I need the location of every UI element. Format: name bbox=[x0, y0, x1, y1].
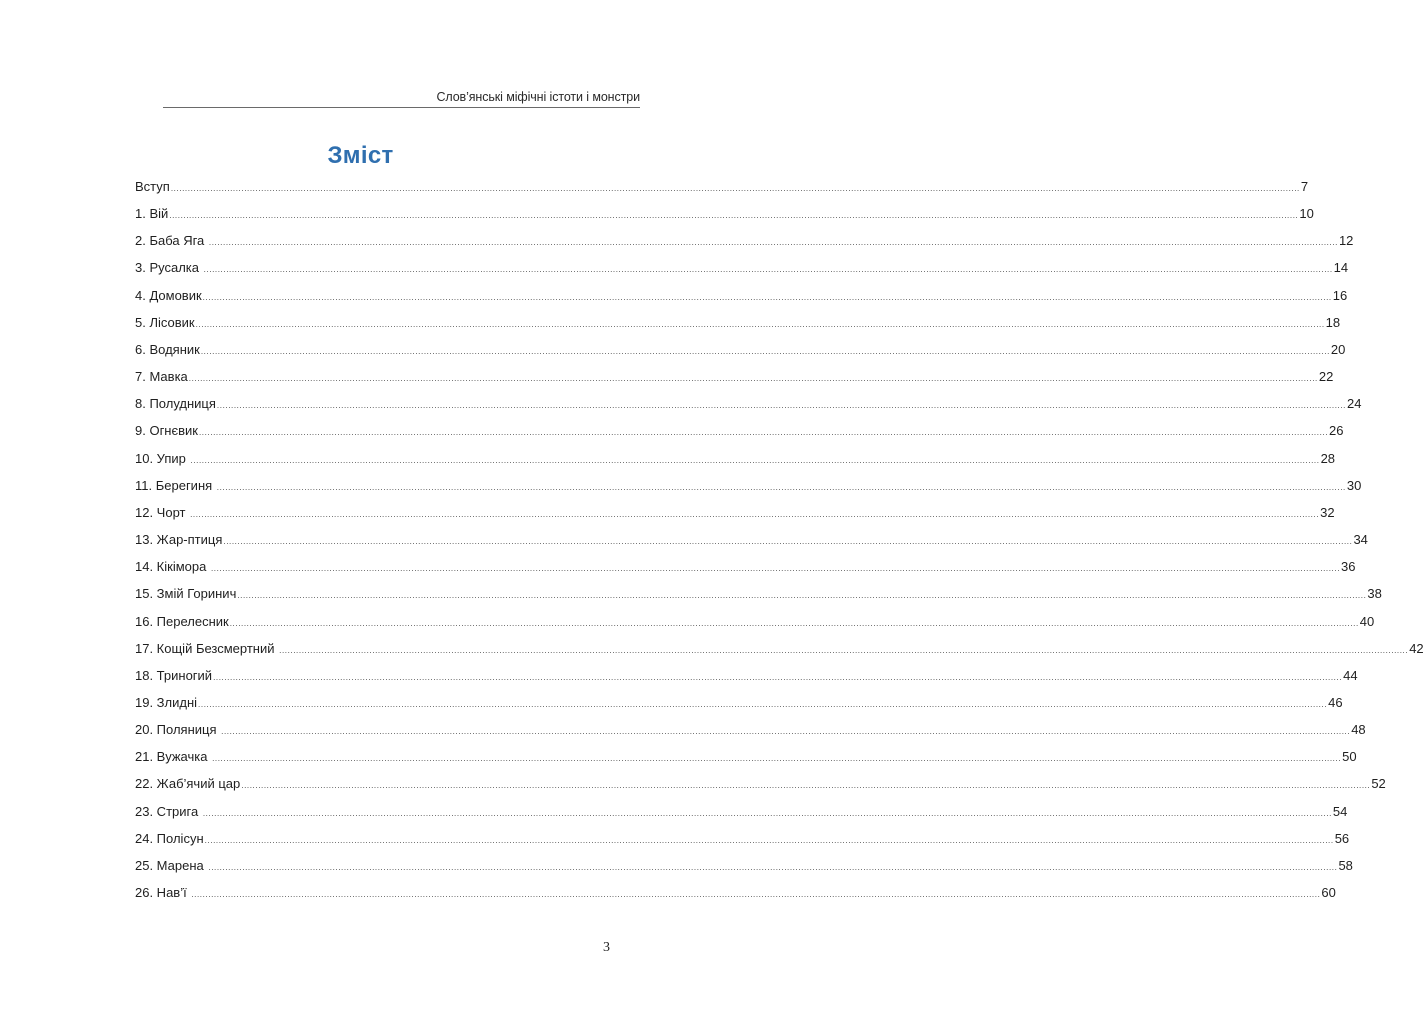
dot-leader: ................................................................................................................................................................................................................................................................................................................................................................................................................ bbox=[279, 645, 1409, 655]
toc-entry-label: 23. Стрига bbox=[135, 803, 202, 819]
toc-entry[interactable] bbox=[135, 585, 1382, 612]
dot-leader: ................................................................................................................................................................................................................................................................................................................................................................................................................ bbox=[223, 537, 1353, 547]
toc-entry[interactable] bbox=[135, 803, 1348, 830]
toc-entry[interactable] bbox=[135, 395, 1362, 422]
toc-entry-page: 44 bbox=[1343, 667, 1358, 683]
toc-entry[interactable] bbox=[135, 694, 1343, 721]
dot-leader: ................................................................................................................................................................................................................................................................................................................................................................................................................ bbox=[210, 564, 1341, 574]
page-number: 3 bbox=[603, 940, 610, 955]
dot-leader: ................................................................................................................................................................................................................................................................................................................................................................................................................ bbox=[202, 292, 1332, 302]
dot-leader: ................................................................................................................................................................................................................................................................................................................................................................................................................ bbox=[198, 428, 1329, 438]
dot-leader: ................................................................................................................................................................................................................................................................................................................................................................................................................ bbox=[204, 835, 1334, 845]
toc-entry[interactable] bbox=[135, 205, 1314, 232]
toc-entry-page: 14 bbox=[1333, 260, 1349, 276]
toc-entry-page: 28 bbox=[1320, 450, 1336, 466]
dot-leader: ................................................................................................................................................................................................................................................................................................................................................................................................................ bbox=[203, 265, 1333, 275]
toc-entry-page: 52 bbox=[1371, 776, 1386, 792]
toc-entry-label: 3. Русалка bbox=[135, 260, 203, 276]
dot-leader: ................................................................................................................................................................................................................................................................................................................................................................................................................ bbox=[195, 319, 1325, 329]
toc-entry-page: 30 bbox=[1346, 477, 1362, 493]
toc-entry[interactable] bbox=[135, 422, 1344, 449]
toc-entry-label: 4. Домовик bbox=[135, 287, 202, 303]
dot-leader: ................................................................................................................................................................................................................................................................................................................................................................................................................ bbox=[190, 455, 1320, 465]
table-of-contents bbox=[135, 178, 1424, 911]
header-divider bbox=[163, 107, 640, 108]
toc-entry-label: 19. Злидні bbox=[135, 694, 198, 710]
toc-entry[interactable] bbox=[135, 341, 1346, 368]
toc-entry-page: 58 bbox=[1338, 857, 1353, 873]
toc-entry-page: 34 bbox=[1353, 532, 1368, 548]
dot-leader: ................................................................................................................................................................................................................................................................................................................................................................................................................ bbox=[216, 401, 1346, 411]
toc-entry-page: 40 bbox=[1359, 613, 1375, 629]
toc-entry[interactable] bbox=[135, 748, 1357, 775]
running-header: Слов’янські міфічні істоти і монстри bbox=[436, 90, 640, 104]
dot-leader: ................................................................................................................................................................................................................................................................................................................................................................................................................ bbox=[213, 672, 1343, 682]
toc-entry[interactable] bbox=[135, 531, 1368, 558]
toc-entry[interactable] bbox=[135, 287, 1348, 314]
dot-leader: ................................................................................................................................................................................................................................................................................................................................................................................................................ bbox=[190, 509, 1320, 519]
toc-entry-label: 11. Берегиня bbox=[135, 477, 216, 493]
toc-entry-label: 22. Жаб’ячий цар bbox=[135, 776, 241, 792]
toc-entry-label: 17. Кощій Безсмертний bbox=[135, 640, 279, 656]
dot-leader: ................................................................................................................................................................................................................................................................................................................................................................................................................ bbox=[202, 808, 1332, 818]
toc-entry-page: 50 bbox=[1342, 749, 1357, 765]
toc-entry-page: 16 bbox=[1332, 287, 1348, 303]
toc-entry-label: 24. Полісун bbox=[135, 830, 204, 846]
toc-entry-label: 6. Водяник bbox=[135, 341, 200, 357]
toc-entry-label: 15. Змій Горинич bbox=[135, 586, 237, 602]
toc-entry[interactable] bbox=[135, 504, 1335, 531]
toc-entry-label: 1. Вій bbox=[135, 206, 169, 222]
toc-entry-page: 42 bbox=[1409, 640, 1424, 656]
toc-entry-page: 48 bbox=[1351, 722, 1366, 738]
toc-entry[interactable] bbox=[135, 368, 1334, 395]
dot-leader: ................................................................................................................................................................................................................................................................................................................................................................................................................ bbox=[188, 374, 1318, 384]
toc-entry-label: 13. Жар-птиця bbox=[135, 532, 223, 548]
toc-entry-label: 25. Марена bbox=[135, 857, 208, 873]
toc-entry-page: 54 bbox=[1332, 803, 1348, 819]
toc-entry-label: 21. Вужачка bbox=[135, 749, 212, 765]
dot-leader: ................................................................................................................................................................................................................................................................................................................................................................................................................ bbox=[229, 618, 1359, 628]
toc-entry[interactable] bbox=[135, 667, 1358, 694]
toc-entry[interactable] bbox=[135, 775, 1386, 802]
toc-entry-label: 5. Лісовик bbox=[135, 314, 195, 330]
toc-entry[interactable] bbox=[135, 314, 1341, 341]
toc-entry[interactable] bbox=[135, 613, 1375, 640]
toc-entry[interactable] bbox=[135, 477, 1362, 504]
toc-entry-label: 26. Нав’ї bbox=[135, 885, 191, 901]
dot-leader: ................................................................................................................................................................................................................................................................................................................................................................................................................ bbox=[198, 699, 1328, 709]
toc-entry-label: 16. Перелесник bbox=[135, 613, 229, 629]
toc-entry-label: 14. Кікімора bbox=[135, 559, 210, 575]
toc-entry[interactable] bbox=[135, 232, 1354, 259]
toc-entry-label: 7. Мавка bbox=[135, 369, 188, 385]
toc-entry[interactable] bbox=[135, 178, 1309, 205]
dot-leader: ................................................................................................................................................................................................................................................................................................................................................................................................................ bbox=[237, 591, 1367, 601]
toc-entry-page: 22 bbox=[1318, 369, 1334, 385]
toc-entry-page: 7 bbox=[1300, 179, 1309, 194]
toc-entry[interactable] bbox=[135, 884, 1336, 911]
page-title: Зміст bbox=[327, 142, 394, 169]
dot-leader: ................................................................................................................................................................................................................................................................................................................................................................................................................ bbox=[169, 211, 1299, 221]
toc-entry-label: Вступ bbox=[135, 179, 170, 194]
toc-entry[interactable] bbox=[135, 830, 1350, 857]
toc-entry-page: 10 bbox=[1299, 206, 1314, 222]
dot-leader: ................................................................................................................................................................................................................................................................................................................................................................................................................ bbox=[212, 754, 1342, 764]
toc-entry[interactable] bbox=[135, 259, 1349, 286]
toc-entry-label: 20. Поляниця bbox=[135, 722, 221, 738]
dot-leader: ................................................................................................................................................................................................................................................................................................................................................................................................................ bbox=[191, 890, 1321, 900]
toc-entry-page: 46 bbox=[1328, 694, 1343, 710]
toc-entry-page: 36 bbox=[1341, 559, 1356, 575]
dot-leader: ................................................................................................................................................................................................................................................................................................................................................................................................................ bbox=[200, 346, 1330, 356]
dot-leader: ................................................................................................................................................................................................................................................................................................................................................................................................................ bbox=[208, 862, 1338, 872]
toc-entry-label: 18. Триногий bbox=[135, 667, 213, 683]
toc-entry-page: 18 bbox=[1325, 314, 1341, 330]
dot-leader: ................................................................................................................................................................................................................................................................................................................................................................................................................ bbox=[241, 781, 1371, 791]
toc-entry[interactable] bbox=[135, 640, 1424, 667]
dot-leader: ................................................................................................................................................................................................................................................................................................................................................................................................................ bbox=[208, 238, 1338, 248]
toc-entry-page: 38 bbox=[1367, 586, 1382, 602]
toc-entry-page: 32 bbox=[1320, 504, 1335, 520]
toc-entry-page: 12 bbox=[1338, 233, 1354, 249]
toc-entry[interactable] bbox=[135, 857, 1353, 884]
toc-entry-page: 26 bbox=[1329, 423, 1344, 439]
toc-entry[interactable] bbox=[135, 721, 1366, 748]
dot-leader: ................................................................................................................................................................................................................................................................................................................................................................................................................ bbox=[170, 184, 1300, 193]
toc-entry-label: 8. Полудниця bbox=[135, 396, 216, 412]
toc-entry-label: 2. Баба Яга bbox=[135, 233, 208, 249]
toc-entry[interactable] bbox=[135, 558, 1356, 585]
toc-entry-label: 12. Чорт bbox=[135, 504, 190, 520]
toc-entry-page: 20 bbox=[1330, 341, 1346, 357]
dot-leader: ................................................................................................................................................................................................................................................................................................................................................................................................................ bbox=[221, 727, 1351, 737]
toc-entry-label: 10. Упир bbox=[135, 450, 190, 466]
toc-entry-label: 9. Огнєвик bbox=[135, 423, 198, 439]
dot-leader: ................................................................................................................................................................................................................................................................................................................................................................................................................ bbox=[216, 482, 1346, 492]
toc-entry-page: 56 bbox=[1334, 830, 1350, 846]
toc-entry[interactable] bbox=[135, 450, 1336, 477]
toc-entry-page: 60 bbox=[1321, 885, 1336, 901]
toc-entry-page: 24 bbox=[1346, 396, 1362, 412]
